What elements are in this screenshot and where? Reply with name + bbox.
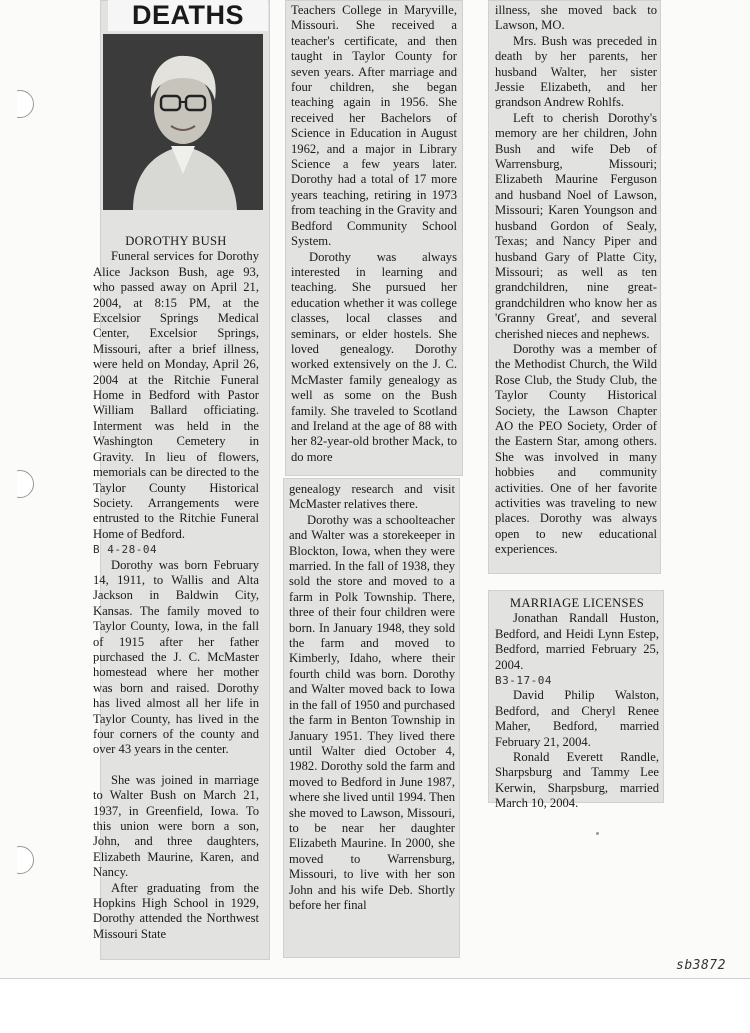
page-stamp: sb3872: [676, 958, 726, 973]
speck: [596, 832, 599, 835]
obituary-paragraph: Teachers College in Maryville, Missouri. She received a teacher's certificate, and then taught in Taylor County for seven years. After marriage and four children, she began teaching again in 1956. She received her Bachelors of Science in Education in August 1962, and a major in Library Science a few years later. Dorothy had a total of 17 more years teaching, retiring in 1973 from teaching in the Gravity and Bedford Community School System.: [291, 3, 457, 249]
obituary-paragraph: Dorothy was a member of the Methodist Church, the Wild Rose Club, the Study Club, the Taylor County Historical Society, the Lawson Chapter AO the PEO Society, Order of the Eastern Star, among others. She was involved in many hobbies and community activities. One of her favorite activities was traveling to new places. Dorothy was always open to new educational experiences.: [495, 341, 657, 557]
section-heading: DEATHS: [108, 0, 268, 31]
obituary-paragraph: Mrs. Bush was preceded in death by her parents, her husband Walter, her sister Jessie Elizabeth, and her grandson Andrew Rohlfs.: [495, 33, 657, 110]
obituary-paragraph: Dorothy was always interested in learning and teaching. She pursued her education whether it was college classes, local classes and seminars, or elder hostels. She loved genealogy. Dorothy worked extensively on the J. C. McMaster family genealogy as well as some on the Bush family. She traveled to Scotland and Ireland at the age of 88 with her 82-year-old brother Mack, to do more: [291, 249, 457, 464]
obituary-paragraph: Left to cherish Dorothy's memory are her children, John Bush and wife Deb of Warrensburg, Missouri; Elizabeth Maurine Ferguson and husband Noel of Lawson, Missouri; Karen Youngson and husband Gordon of Sealy, Texas; and Nancy Piper and husband Gary of Platte City, Missouri; as well as ten grandchildren, nine great-grandchildren who know her as 'Granny Great', and several cherished nieces and nephews.: [495, 110, 657, 341]
marriage-entry: David Philip Walston, Bedford, and Cheryl Renee Maher, Bedford, married February 21, 2004.: [495, 688, 659, 749]
obituary-paragraph: genealogy research and visit McMaster relatives there.: [289, 482, 455, 512]
obituary-name: DOROTHY BUSH: [125, 234, 227, 248]
binder-hole: [6, 846, 34, 874]
obituary-column-1: [93, 234, 259, 960]
obituary-paragraph: She was joined in marriage to Walter Bush on March 21, 1937, in Greenfield, Iowa. To this union were born a son, John, and three daughters, Elizabeth Maurine, Karen, and Nancy.: [93, 772, 259, 880]
marriage-heading: MARRIAGE LICENSES: [509, 596, 645, 610]
obituary-paragraph: Dorothy was a schoolteacher and Walter was a storekeeper in Blockton, Iowa, when they were married. In the fall of 1938, they sold the store and moved to a farm in Polk Township. There, three of their four children were born. In January 1948, they sold the farm and moved to Kimberly, Idaho, where their fourth child was born. Dorothy and Walter moved back to Iowa in the fall of 1950 and purchased the farm in Benton Township in January 1951. They lived there until Walter died October 4, 1982. Dorothy sold the farm and moved to Bedford in June 1987, where she lived until 1994. Then she moved to Lawson, Missouri, to be near her daughter Elizabeth Maurine. In 2000, she moved to Warrensburg, Missouri, to live with her son John and his wife Deb. Shortly before her final: [289, 512, 455, 912]
portrait-icon: [103, 34, 263, 210]
portrait-photo: [103, 34, 263, 210]
obituary-paragraph: illness, she moved back to Lawson, MO.: [495, 3, 657, 33]
marriage-licenses: [495, 596, 659, 811]
handwritten-date: B 4-28-04: [93, 543, 158, 557]
marriage-entry: Ronald Everett Randle, Sharpsburg and Tammy Lee Kerwin, Sharpsburg, married March 10, 2004.: [495, 750, 659, 811]
handwritten-date: B3-17-04: [495, 674, 552, 688]
obituary-paragraph: After graduating from the Hopkins High School in 1929, Dorothy attended the Northwest Missouri State: [93, 880, 259, 941]
obituary-column-2-bottom: [289, 482, 455, 957]
obituary-paragraph: Dorothy was born February 14, 1911, to Wallis and Alta Jackson in Baldwin City, Kansas. The family moved to Taylor County, Iowa, in the fall of 1915 after her father purchased the J. C. McMaster homestead where her mother was born and raised. Dorothy has lived almost all her life in Taylor County, has lived in the four corners of the county and over 43 years in the center.: [93, 557, 259, 757]
binder-hole: [6, 470, 34, 498]
binder-hole: [6, 90, 34, 118]
obituary-paragraph: Funeral services for Dorothy Alice Jackson Bush, age 93, who passed away on April 21, 2004, at 8:15 PM, at the Excelsior Springs Medical Center, Excelsior Springs, Missouri, after a brief illness, were held on Monday, April 26, 2004 at the Ritchie Funeral Home in Bedford with Pastor William Ballard officiating. Interment was held in the Washington Cemetery in Gravity. In lieu of flowers, memorials can be directed to the Taylor County Historical Society. Arrangements were entrusted to the Ritchie Funeral Home of Bedford.: [93, 249, 259, 541]
obituary-column-2-top: [291, 3, 457, 475]
marriage-entry: Jonathan Randall Huston, Bedford, and Heidi Lynn Estep, Bedford, married February 25, 2004.: [495, 611, 659, 672]
obituary-column-3: [495, 3, 657, 573]
